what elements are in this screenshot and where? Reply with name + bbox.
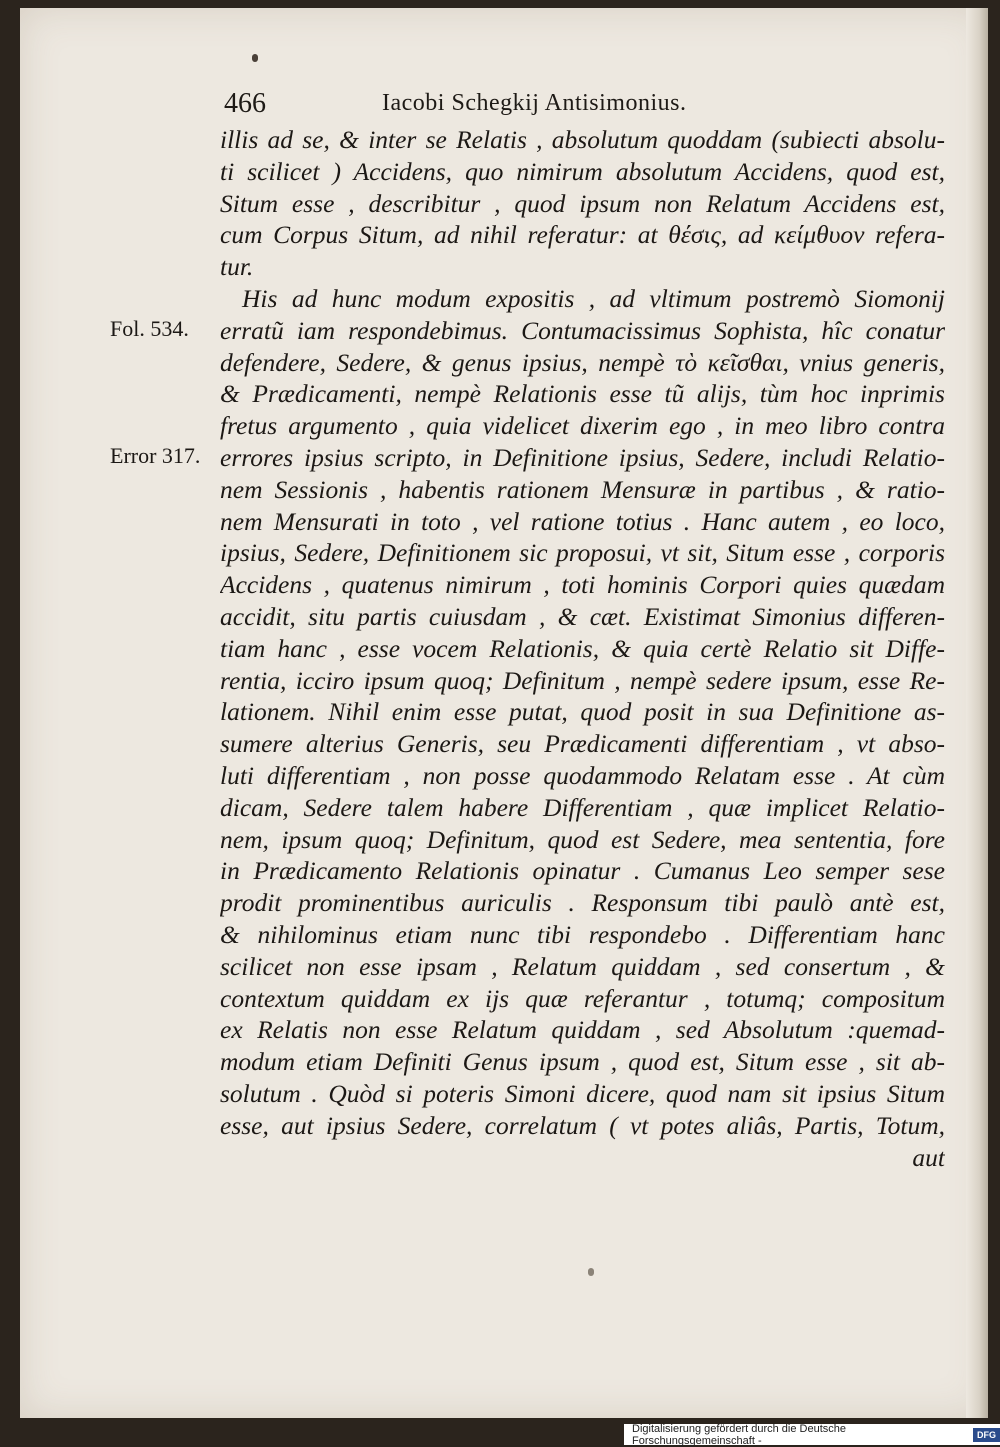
body-text	[220, 124, 945, 1173]
text-line: in Prædicamento Relationis opinatur . Cumanus Leo semper sese	[220, 856, 945, 886]
margin-note-error-ref: Error 317.	[110, 443, 201, 468]
text-line: sumere alterius Generis, seu Prædicamenti differentiam , vt abso-	[220, 729, 945, 759]
text-line: cum Corpus Situm, ad nihil referatur: at θέσις, ad κείμθυον refera-	[220, 220, 945, 250]
text-line: solutum . Quòd si poteris Simoni dicere, quod nam sit ipsius Situm	[220, 1078, 945, 1108]
text-line: tur.	[220, 252, 254, 282]
text-line: modum etiam Definiti Genus ipsum , quod est, Situm esse , sit ab-	[220, 1047, 945, 1077]
text-line: esse, aut ipsius Sedere, correlatum ( vt potes aliâs, Partis, Totum,	[220, 1110, 945, 1140]
text-line: prodit prominentibus auriculis . Responsum tibi paulò antè est,	[220, 888, 945, 918]
page-edge	[966, 8, 988, 1418]
text-line: lationem. Nihil enim esse putat, quod posit in sua Definitione as-	[220, 697, 945, 727]
text-line: Accidens , quatenus nimirum , toti hominis Corpori quies quædam	[220, 570, 945, 600]
text-line: rentia, icciro ipsum quoq; Definitum , nempè sedere ipsum, esse Re-	[220, 665, 945, 695]
paper-speck	[588, 1268, 594, 1276]
text-line: accidit, situ partis cuiusdam , & cæt. Existimat Simonius differen-	[220, 601, 945, 631]
text-line: errores ipsius scripto, in Definitione ipsius, Sedere, includi Relatio-	[220, 442, 945, 472]
running-head	[212, 88, 932, 122]
text-line: tiam hanc , esse vocem Relationis, & quia certè Relatio sit Diffe-	[220, 633, 945, 663]
text-line: dicam, Sedere talem habere Differentiam , quæ implicet Relatio-	[220, 792, 945, 822]
text-line: illis ad se, & inter se Relatis , absolutum quoddam (subiecti absolu-	[220, 125, 945, 154]
text-line: nem, ipsum quoq; Definitum, quod est Sedere, mea sententia, fore	[220, 824, 945, 854]
text-line: erratũ iam respondebimus. Contumacissimus Sophista, hîc conatur	[220, 315, 945, 345]
text-line: contextum quiddam ex ijs quæ referantur , totumq; compositum	[220, 983, 945, 1013]
text-line: fretus argumento , quia videlicet dixerim ego , in meo libro contra	[220, 411, 945, 441]
text-line: defendere, Sedere, & genus ipsius, nempè τὸ κεῖσθαι, vnius generis,	[220, 347, 945, 377]
text-line: & Prædicamenti, nempè Relationis esse tũ alijs, tùm hoc inprimis	[220, 379, 945, 409]
text-line: nem Mensurati in toto , vel ratione totius . Hanc autem , eo loco,	[220, 506, 945, 536]
text-line: ti scilicet ) Accidens, quo nimirum absolutum Accidens, quod est,	[220, 156, 945, 186]
ink-mark	[252, 54, 258, 62]
footer-text: Digitalisierung gefördert durch die Deutsche Forschungsgemeinschaft -	[632, 1422, 847, 1447]
dfg-logo-icon: DFG	[973, 1428, 1000, 1442]
text-line: nem Sessionis , habentis rationem Mensuræ in partibus , & ratio-	[220, 474, 945, 504]
page-number: 466	[224, 88, 266, 119]
text-line: ipsius, Sedere, Definitionem sic proposui, vt sit, Situm esse , corporis	[220, 538, 945, 568]
text-line: luti differentiam , non posse quodammodo Relatam esse . At cùm	[220, 760, 945, 790]
margin-note-folio-ref: Fol. 534.	[110, 316, 189, 341]
text-line: ex Relatis non esse Relatum quiddam , sed Absolutum :quemad-	[220, 1015, 945, 1045]
text-line: His ad hunc modum expositis , ad vltimum postremò Siomonij	[242, 283, 945, 313]
text-line: & nihilominus etiam nunc tibi respondebo . Differentiam hanc	[220, 919, 945, 949]
catchword: aut	[912, 1142, 945, 1172]
digitization-footer	[624, 1424, 1000, 1445]
text-line: Situm esse , describitur , quod ipsum non Relatum Accidens est,	[220, 188, 945, 218]
running-title: Iacobi Schegkij Antisimonius.	[382, 90, 687, 116]
text-line: scilicet non esse ipsam , Relatum quiddam , sed consertum , &	[220, 951, 945, 981]
